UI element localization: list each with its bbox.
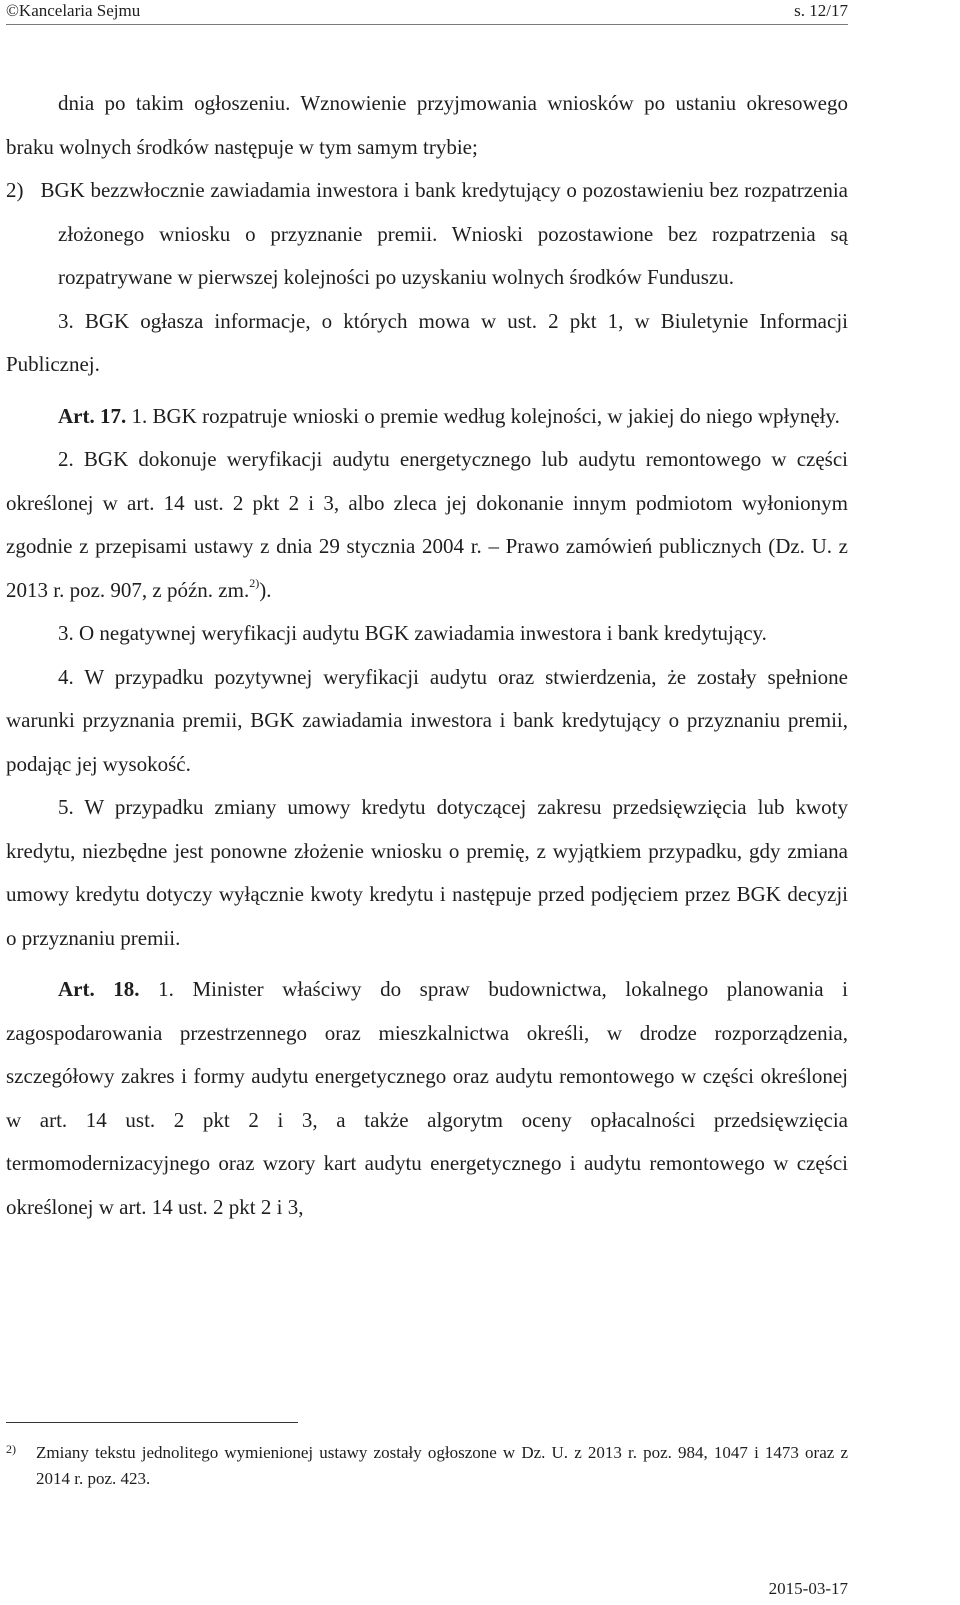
article-17-label: Art. 17. bbox=[58, 403, 127, 428]
article-17-ust-5: 5. W przypadku zmiany umowy kredytu dotyczącej zakresu przedsięwzięcia lub kwoty kredytu, niezbędne jest ponowne złożenie wniosku o premię, z wyjątkiem przypadku, gdy zmiana umowy kredytu dotyczy wyłącznie kwoty kredytu i następuje przed podjęciem przez BGK decyzji o przyznaniu premii. bbox=[6, 795, 848, 950]
article-17-ust-1-text: 1. BGK rozpatruje wnioski o premie według kolejności, w jakiej do niego wpłynęły. bbox=[126, 403, 840, 428]
footnote-text: Zmiany tekstu jednolitego wymienionej ustawy zostały ogłoszone w Dz. U. z 2013 r. poz. 984, 1047 i 1473 oraz z 2014 r. poz. 423. bbox=[36, 1443, 848, 1488]
article-17-ust-3: 3. O negatywnej weryfikacji audytu BGK zawiadamia inwestora i bank kredytujący. bbox=[58, 621, 767, 645]
copyright-notice: ©Kancelaria Sejmu bbox=[6, 1, 141, 20]
footnote bbox=[6, 1440, 848, 1492]
document-body bbox=[6, 82, 848, 1229]
document-date: 2015-03-17 bbox=[768, 1579, 848, 1598]
footnote-separator bbox=[6, 1422, 298, 1423]
paragraph-continuation: dnia po takim ogłoszeniu. Wznowienie przyjmowania wniosków po ustaniu okresowego braku wolnych środków następuje w tym samym trybie; bbox=[6, 91, 848, 159]
article-18-label: Art. 18. bbox=[58, 977, 140, 1001]
article-18-ust-1-text: 1. Minister właściwy do spraw budownictwa, lokalnego planowania i zagospodarowania przestrzennego oraz mieszkalnictwa określi, w drodze rozporządzenia, szczegółowy zakres i formy audytu energetycznego oraz audytu remontowego w części określonej w art. 14 ust. 2 pkt 2 i 3, a także algorytm oceny opłacalności przedsięwzięcia termomodernizacyjnego oraz wzory kart audytu energetycznego i audytu remontowego w części określonej w art. 14 ust. 2 pkt 2 i 3, bbox=[6, 977, 848, 1219]
article-18-ust-1 bbox=[6, 968, 848, 1229]
list-item-2: 2) BGK bezzwłocznie zawiadamia inwestora i bank kredytujący o pozostawieniu bez rozpatrzenia złożonego wniosku o przyznanie premii. Wnioski pozostawione bez rozpatrzenia są rozpatrywane w pierwszej kolejności po uzyskaniu wolnych środków Funduszu. bbox=[6, 178, 848, 289]
article-17-ust-2 bbox=[6, 438, 848, 612]
footnote-reference: 2) bbox=[249, 575, 260, 590]
article-17-ust-4: 4. W przypadku pozytywnej weryfikacji audytu oraz stwierdzenia, że zostały spełnione warunki przyznania premii, BGK zawiadamia inwestora i bank kredytujący o przyznaniu premii, podając jej wysokość. bbox=[6, 664, 848, 776]
paragraph-ust-3: 3. BGK ogłasza informacje, o których mowa w ust. 2 pkt 1, w Biuletynie Informacji Publicznej. bbox=[6, 308, 848, 376]
page-header bbox=[6, 0, 848, 25]
article-17-ust-2-text: 2. BGK dokonuje weryfikacji audytu energetycznego lub audytu remontowego w części określonej w art. 14 ust. 2 pkt 2 i 3, albo zleca jej dokonanie innym podmiotom wyłonionym zgodnie z przepisami ustawy z dnia 29 stycznia 2004 r. – Prawo zamówień publicznych (Dz. U. z 2013 r. poz. 907, z późn. zm. bbox=[6, 447, 848, 602]
article-17-ust-2-end: ). bbox=[259, 577, 272, 602]
footnote-mark: 2) bbox=[6, 1442, 16, 1456]
page-number: s. 12/17 bbox=[794, 1, 848, 20]
article-17-ust-1 bbox=[6, 395, 848, 439]
